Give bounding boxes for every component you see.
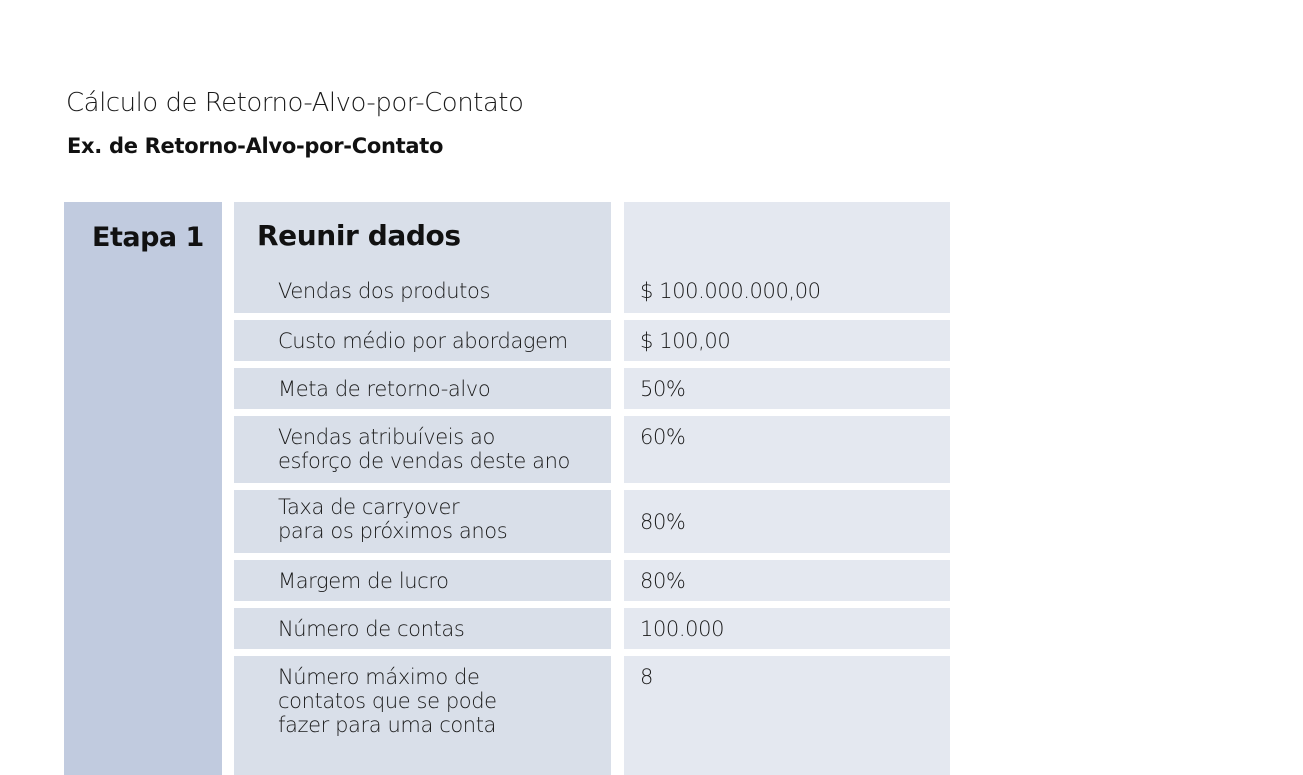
- row-value: 80%: [640, 569, 686, 593]
- page-title: Cálculo de Retorno-Alvo-por-Contato: [66, 88, 524, 118]
- step-label: Etapa 1: [92, 222, 204, 253]
- table-row-value: [624, 608, 950, 649]
- table-row-label: [234, 656, 611, 775]
- row-label-line: fazer para uma conta: [278, 713, 497, 737]
- row-label-line: Vendas dos produtos: [278, 279, 490, 303]
- table-row-value: [624, 656, 950, 775]
- table-row-label: [234, 608, 611, 649]
- row-label-line: contatos que se pode: [278, 689, 497, 713]
- table-row-label: [234, 560, 611, 601]
- table-row-label: [234, 416, 611, 483]
- table-row-label: [234, 490, 611, 553]
- table-row-label: [278, 279, 490, 303]
- row-label-line: para os próximos anos: [278, 519, 508, 543]
- row-label-line: Vendas atribuíveis ao: [278, 425, 495, 449]
- row-label-line: Número de contas: [278, 617, 465, 641]
- page-subtitle: Ex. de Retorno-Alvo-por-Contato: [67, 134, 444, 158]
- table-row-value: [624, 560, 950, 601]
- step-column: [64, 202, 222, 775]
- row-value: $ 100,00: [640, 329, 731, 353]
- table-row-value: [624, 490, 950, 553]
- row-label-line: Meta de retorno-alvo: [278, 377, 491, 401]
- row-value: 100.000: [640, 617, 725, 641]
- table-row-label: [234, 368, 611, 409]
- table-row-value: [624, 368, 950, 409]
- row-value: 80%: [640, 509, 686, 534]
- row-label-line: Custo médio por abordagem: [278, 329, 568, 353]
- section-title: Reunir dados: [257, 219, 461, 252]
- row-label-line: Número máximo de: [278, 665, 480, 689]
- row-value: 8: [640, 665, 653, 689]
- table-row-value: [624, 320, 950, 361]
- row-label-line: Margem de lucro: [278, 569, 449, 593]
- row-value: $ 100.000.000,00: [640, 279, 821, 303]
- row-label-line: Taxa de carryover: [278, 495, 460, 519]
- table-row-label: [234, 320, 611, 361]
- row-label-line: esforço de vendas deste ano: [278, 449, 570, 473]
- table-row-value: [640, 279, 821, 303]
- table-row-value: [624, 416, 950, 483]
- row-value: 60%: [640, 425, 686, 449]
- row-value: 50%: [640, 377, 686, 401]
